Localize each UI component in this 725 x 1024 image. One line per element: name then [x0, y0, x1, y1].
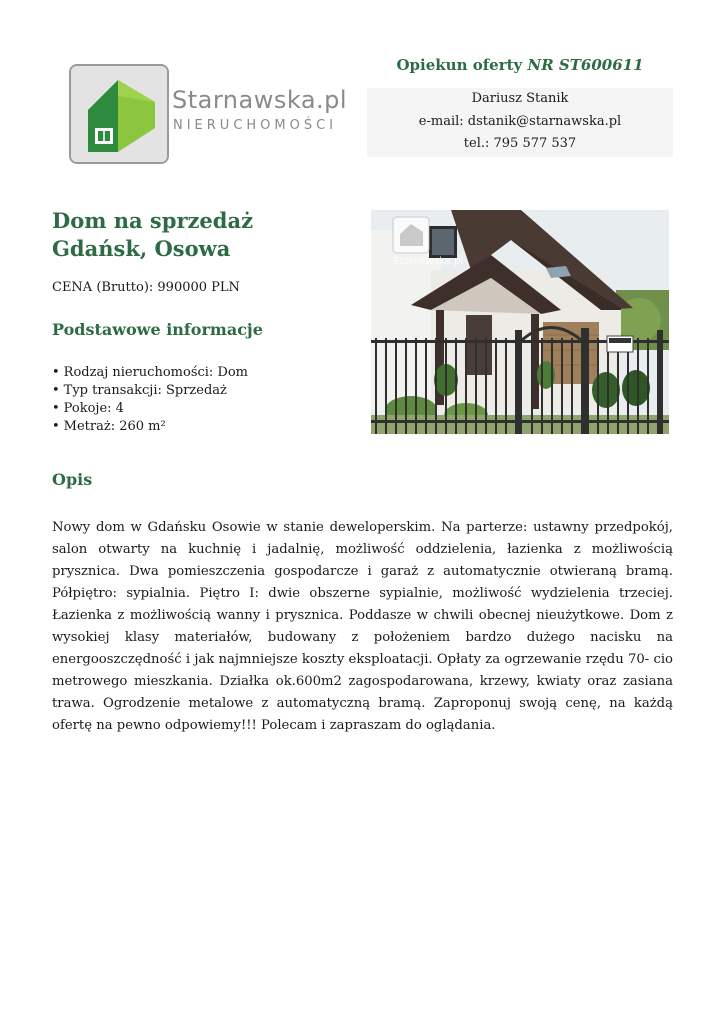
photo-watermark: Starnawska.pl [393, 256, 464, 267]
logo-brand-name: Starnawska.pl [172, 86, 348, 114]
description-text: Nowy dom w Gdańsku Osowie w stanie deweloperskim. Na parterze: ustawny przedpokój, salon otwarty na kuchnię i jadalnię, możliwość oddzielenia, łazienka z możliwością prysznica. Dwa pomieszczenia gospodarcze i garaż z automatycznie otwieraną bramą. Półpiętro: sypialnia. Piętro I: dwie obszerne sypialnie, możliwość wydzielenia trzeciej. Łazienka z możliwością wanny i prysznica. Poddasze w chwili obecnej nieużytkowe. Dom z wysokiej klasy materiałów, budowany z położeniem bardzo dużego nacisku na energooszczędność i jak najmniejsze koszty eksploatacji. Opłaty za ogrzewanie rzędu 70- cio metrowego mieszkania. Działka ok.600m2 zagospodarowana, krzewy, kwiaty oraz zasiana trawa. Ogrodzenie metalowe z automatyczną bramą. Zaproponuj swoją cenę, na każdą ofertę na pewno odpowiemy!!! Polecam i zapraszam do oglądania. [52, 520, 673, 733]
listing-title [52, 207, 253, 263]
property-photo [371, 210, 669, 434]
agent-email[interactable]: e-mail: dstanik@starnawska.pl [418, 113, 622, 129]
info-area: • Metraż: 260 m² [52, 418, 248, 436]
agent-contact-box [367, 88, 673, 157]
basic-info-heading: Podstawowe informacje [52, 320, 263, 339]
agent-name: Dariusz Stanik [471, 91, 569, 106]
info-rooms: • Pokoje: 4 [52, 400, 248, 418]
logo-tagline: NIERUCHOMOŚCI [173, 118, 338, 133]
house-logo-icon [69, 64, 169, 164]
basic-info-list [52, 364, 248, 436]
agent-phone[interactable]: tel.: 795 577 537 [463, 136, 577, 151]
agent-title-prefix: Opiekun oferty [396, 56, 523, 74]
company-logo [69, 64, 348, 162]
listing-title-line1: Dom na sprzedaż [52, 208, 254, 233]
listing-price: CENA (Brutto): 990000 PLN [52, 280, 240, 295]
offer-number: NR ST600611 [527, 56, 644, 74]
agent-title [367, 56, 673, 74]
info-transaction-type: • Typ transakcji: Sprzedaż [52, 382, 248, 400]
description-heading: Opis [52, 470, 93, 489]
listing-title-line2: Gdańsk, Osowa [52, 236, 231, 261]
info-property-type: • Rodzaj nieruchomości: Dom [52, 364, 248, 382]
